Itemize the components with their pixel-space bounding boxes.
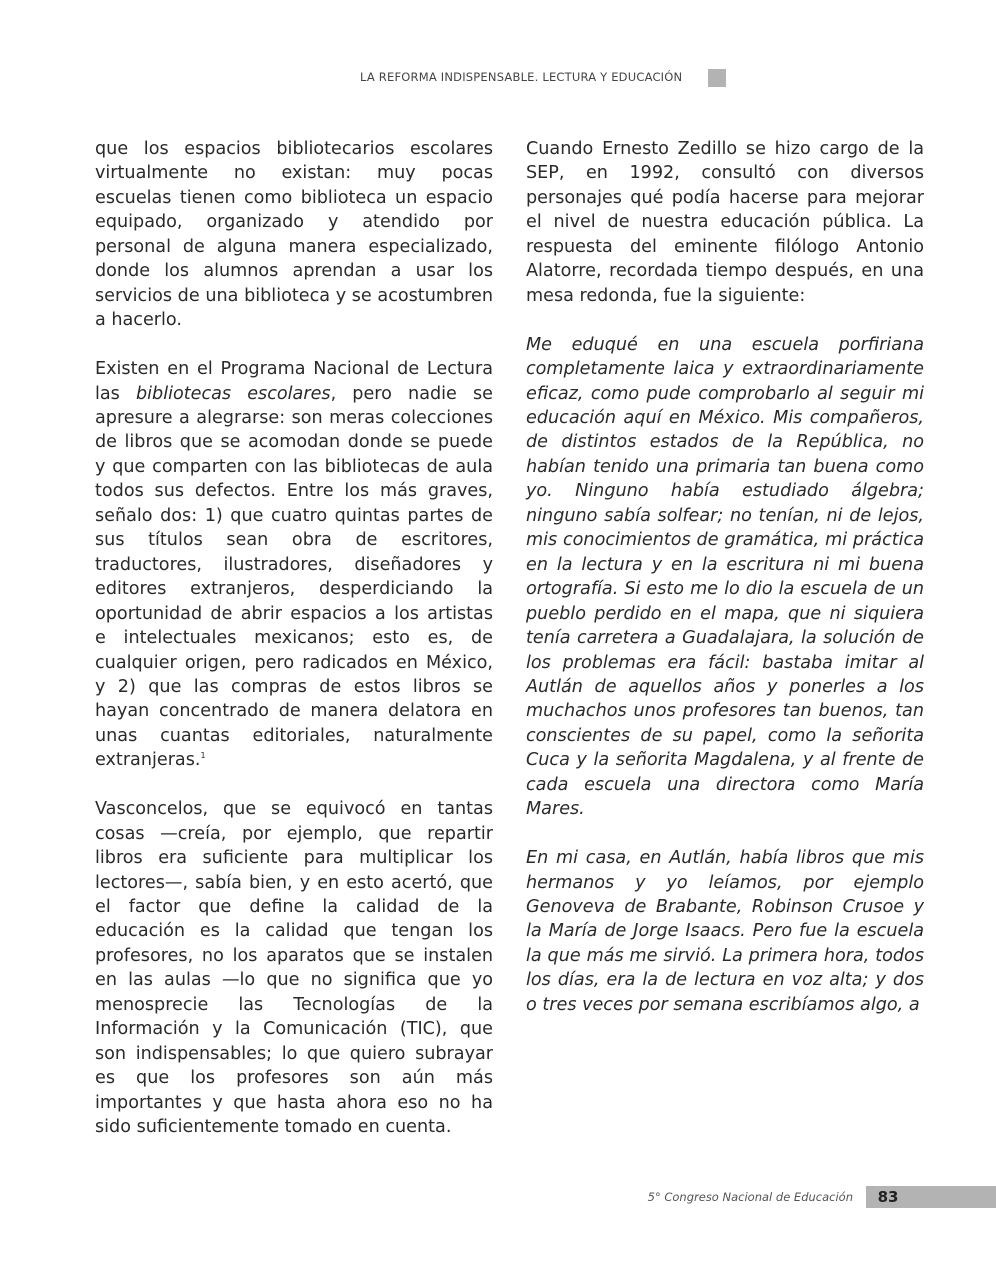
paragraph-text: Existen en el Programa Nacional de Lectura las <box>95 359 493 404</box>
footnote-marker: 1 <box>200 751 206 761</box>
page-number: 83 <box>877 1188 899 1206</box>
block-quote: En mi casa, en Autlán, había libros que mis hermanos y yo leíamos, por ejemplo Genoveva de Brabante, Robinson Crusoe y la María de Jorge Isaacs. Pero fue la escuela la que más me sirvió. La primera hora, todos los días, era la de lectura en voz alta; y dos o tres veces por semana escribíamos algo, a <box>526 848 924 1015</box>
paragraph: Vasconcelos, que se equivocó en tantas cosas —creía, por ejemplo, que repartir libros era suficiente para multiplicar los lectores—, sabía bien, y en esto acertó, que el factor que define la calidad de la educación es la calidad que tengan los profesores, no los aparatos que se instalen en las aulas —lo que no significa que yo menosprecie las Tecnologías de la Información y la Comunicación (TIC), que son indispensables; lo que quiero subrayar es que los profesores son aún más importantes y que hasta ahora eso no ha sido suficientemente tomado en cuenta. <box>95 799 493 1138</box>
left-column <box>95 137 493 1164</box>
emphasis-text: bibliotecas escolares <box>135 383 331 404</box>
block-quote: Me eduqué en una escuela porfiriana completamente laica y extraordinariamente eficaz, como pude comprobarlo al seguir mi educación aquí en México. Mis compañeros, de distintos estados de la República, no habían tenido una primaria tan buena como yo. Ninguno había estudiado álgebra; ninguno sabía solfear; no tenían, ni de lejos, mis conocimientos de gramática, mi práctica en la lectura y en la escritura ni mi buena ortografía. Si esto me lo dio la escuela de un pueblo perdido en el mapa, que ni siquiera tenía carretera a Guadalajara, la solución de los problemas era fácil: bastaba imitar al Autlán de aquellos años y ponerles a los muchachos unos profesores tan buenos, tan conscientes de su papel, como la señorita Cuca y la señorita Magdalena, y al frente de cada escuela una directora como María Mares. <box>526 334 924 820</box>
footer-publication: 5° Congreso Nacional de Educación <box>647 1190 853 1204</box>
running-header: LA REFORMA INDISPENSABLE. LECTURA Y EDUCACIÓN <box>360 70 683 84</box>
paragraph: Cuando Ernesto Zedillo se hizo cargo de la SEP, en 1992, consultó con diversos personajes qué podía hacerse para mejorar el nivel de nuestra educación pública. La respuesta del eminente filólogo Antonio Alatorre, recordada tiempo después, en una mesa redonda, fue la siguiente: <box>526 139 924 306</box>
header-marker <box>708 69 726 87</box>
paragraph-text: , pero nadie se apresure a alegrarse: son meras colecciones de libros que se acomodan donde se puede y que comparten con las bibliotecas de aula todos sus defectos. Entre los más graves, señalo dos: 1) que cuatro quintas partes de sus títulos sean obra de escritores, traductores, ilustradores, diseñadores y editores extranjeros, desperdiciando la oportunidad de abrir espacios a los artistas e intelectuales mexicanos; esto es, de cualquier origen, pero radicados en México, y 2) que las compras de estos libros se hayan concentrado de manera delatora en unas cuantas editoriales, naturalmente extranjeras. <box>95 383 493 771</box>
right-column <box>526 137 924 1042</box>
paragraph <box>95 357 493 773</box>
paragraph: que los espacios bibliotecarios escolares virtualmente no existan: muy pocas escuelas tienen como biblioteca un espacio equipado, organizado y atendido por personal de alguna manera especializado, donde los alumnos aprendan a usar los servicios de una biblioteca y se acostumbren a hacerlo. <box>95 139 493 331</box>
